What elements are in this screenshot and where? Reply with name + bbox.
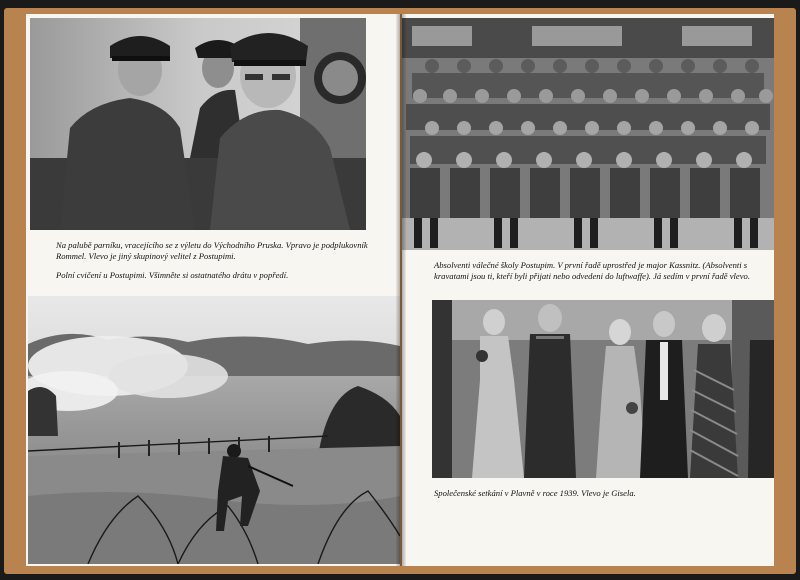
right-page — [402, 14, 774, 566]
photo-bottom-caption-right: Společenské setkání v Plavně v roce 1939. Vlevo je Gisela. — [434, 488, 636, 498]
photo-top-caption-left: Na palubě parníku, vracejícího se z výletu do Východního Pruska. Vpravo je podplukovník Rommel. Vlevo je jiný skupinový velitel z Postupimi. — [56, 240, 368, 261]
photo-officers-on-ship — [30, 18, 366, 230]
photo-war-school-graduates — [402, 18, 774, 250]
photo-top-caption-right: Absolventi válečné školy Postupim. V první řadě uprostřed je major Kassnitz. (Absolventi s kravatami jsou ti, kteří byli přijati nebo odvedeni do luftwaffe). Já sedím v první řadě vlevo. — [434, 260, 750, 281]
book-spine — [396, 14, 406, 566]
photo-field-exercise — [28, 296, 400, 564]
photo-social-gathering — [432, 300, 774, 478]
photo-bottom-caption-left: Polní cvičení u Postupimi. Všimněte si ostatnatého drátu v popředí. — [56, 270, 289, 280]
left-page — [26, 14, 400, 566]
